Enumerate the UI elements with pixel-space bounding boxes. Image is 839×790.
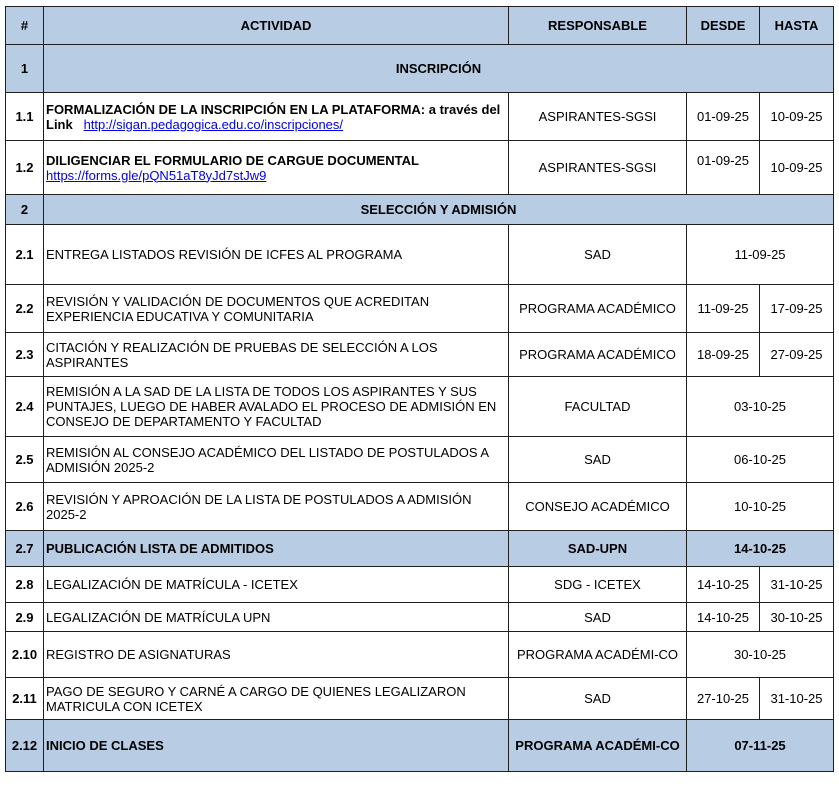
row-num: 2.4 [6, 377, 44, 437]
table-row [6, 632, 834, 678]
row-responsible: PROGRAMA ACADÉMI-CO [509, 720, 687, 772]
row-activity: LEGALIZACIÓN DE MATRÍCULA UPN [44, 603, 509, 632]
row-to: 31-10-25 [760, 678, 834, 720]
row-responsible: SDG - ICETEX [509, 567, 687, 603]
inscription-link[interactable]: http://sigan.pedagogica.edu.co/inscripciones/ [83, 116, 344, 132]
table-row [6, 285, 834, 333]
row-activity: REGISTRO DE ASIGNATURAS [44, 632, 509, 678]
row-num: 2.10 [6, 632, 44, 678]
row-date: 30-10-25 [687, 632, 834, 678]
row-activity: PUBLICACIÓN LISTA DE ADMITIDOS [44, 531, 509, 567]
row-num: 1.1 [6, 93, 44, 141]
row-from: 14-10-25 [687, 567, 760, 603]
row-responsible: ASPIRANTES-SGSI [509, 93, 687, 141]
section-row-2 [6, 195, 834, 225]
activity-text: DILIGENCIAR EL FORMULARIO DE CARGUE DOCUMENTAL [46, 152, 419, 168]
header-activity: ACTIVIDAD [44, 7, 509, 45]
row-responsible: SAD [509, 603, 687, 632]
row-activity: PAGO DE SEGURO Y CARNÉ A CARGO DE QUIENES LEGALIZARON MATRICULA CON ICETEX [44, 678, 509, 720]
table-row [6, 225, 834, 285]
row-to: 30-10-25 [760, 603, 834, 632]
table-row [6, 678, 834, 720]
row-responsible: SAD-UPN [509, 531, 687, 567]
row-num: 2.5 [6, 437, 44, 483]
section-num: 1 [6, 45, 44, 93]
row-activity: LEGALIZACIÓN DE MATRÍCULA - ICETEX [44, 567, 509, 603]
row-responsible: PROGRAMA ACADÉMICO [509, 333, 687, 377]
admission-schedule-table [5, 6, 834, 772]
section-row-1 [6, 45, 834, 93]
table-row-highlight [6, 531, 834, 567]
section-num: 2 [6, 195, 44, 225]
row-activity [44, 93, 509, 141]
row-date: 10-10-25 [687, 483, 834, 531]
row-date: 11-09-25 [687, 225, 834, 285]
header-from: DESDE [687, 7, 760, 45]
row-from: 18-09-25 [687, 333, 760, 377]
table-row [6, 377, 834, 437]
row-to: 17-09-25 [760, 285, 834, 333]
row-activity: REVISIÓN Y VALIDACIÓN DE DOCUMENTOS QUE ACREDITAN EXPERIENCIA EDUCATIVA Y COMUNITARIA [44, 285, 509, 333]
row-activity: ENTREGA LISTADOS REVISIÓN DE ICFES AL PROGRAMA [44, 225, 509, 285]
row-responsible: SAD [509, 225, 687, 285]
row-responsible: CONSEJO ACADÉMICO [509, 483, 687, 531]
row-num: 2.2 [6, 285, 44, 333]
section-title: SELECCIÓN Y ADMISIÓN [44, 195, 834, 225]
row-activity: INICIO DE CLASES [44, 720, 509, 772]
row-to: 27-09-25 [760, 333, 834, 377]
row-num: 2.9 [6, 603, 44, 632]
header-to: HASTA [760, 7, 834, 45]
row-num: 2.11 [6, 678, 44, 720]
header-responsible: RESPONSABLE [509, 7, 687, 45]
table-row [6, 141, 834, 195]
row-responsible: SAD [509, 437, 687, 483]
row-from: 01-09-25 [687, 141, 760, 195]
row-num: 2.1 [6, 225, 44, 285]
row-responsible: ASPIRANTES-SGSI [509, 141, 687, 195]
section-title: INSCRIPCIÓN [44, 45, 834, 93]
row-from: 14-10-25 [687, 603, 760, 632]
row-from: 01-09-25 [687, 93, 760, 141]
row-num: 2.6 [6, 483, 44, 531]
row-activity [44, 141, 509, 195]
row-from: 11-09-25 [687, 285, 760, 333]
table-row [6, 333, 834, 377]
table-row-highlight [6, 720, 834, 772]
row-to: 31-10-25 [760, 567, 834, 603]
row-num: 2.7 [6, 531, 44, 567]
table-row [6, 437, 834, 483]
header-row [6, 7, 834, 45]
row-activity: CITACIÓN Y REALIZACIÓN DE PRUEBAS DE SELECCIÓN A LOS ASPIRANTES [44, 333, 509, 377]
row-date: 07-11-25 [687, 720, 834, 772]
table-row [6, 93, 834, 141]
row-responsible: PROGRAMA ACADÉMICO [509, 285, 687, 333]
row-responsible: FACULTAD [509, 377, 687, 437]
activity-text: FORMALIZACIÓN DE LA INSCRIPCIÓN EN LA PLATAFORMA: a través del Link [46, 101, 501, 132]
document-form-link[interactable]: https://forms.gle/pQN51aT8yJd7stJw9 [46, 167, 267, 183]
row-activity: REMISIÓN A LA SAD DE LA LISTA DE TODOS LOS ASPIRANTES Y SUS PUNTAJES, LUEGO DE HABER AVALADO EL PROCESO DE ADMISIÓN EN CONSEJO DE DEPARTAMENTO Y FACULTAD [44, 377, 509, 437]
row-activity: REMISIÓN AL CONSEJO ACADÉMICO DEL LISTADO DE POSTULADOS A ADMISIÓN 2025-2 [44, 437, 509, 483]
row-date: 14-10-25 [687, 531, 834, 567]
row-num: 1.2 [6, 141, 44, 195]
row-from: 27-10-25 [687, 678, 760, 720]
row-to: 10-09-25 [760, 93, 834, 141]
row-activity: REVISIÓN Y APROACIÓN DE LA LISTA DE POSTULADOS A ADMISIÓN 2025-2 [44, 483, 509, 531]
row-num: 2.3 [6, 333, 44, 377]
table-row [6, 483, 834, 531]
row-date: 06-10-25 [687, 437, 834, 483]
table-row [6, 603, 834, 632]
row-responsible: PROGRAMA ACADÉMI-CO [509, 632, 687, 678]
table-row [6, 567, 834, 603]
row-to: 10-09-25 [760, 141, 834, 195]
row-responsible: SAD [509, 678, 687, 720]
row-num: 2.12 [6, 720, 44, 772]
row-num: 2.8 [6, 567, 44, 603]
schedule-wrapper [5, 6, 834, 772]
header-num: # [6, 7, 44, 45]
row-date: 03-10-25 [687, 377, 834, 437]
